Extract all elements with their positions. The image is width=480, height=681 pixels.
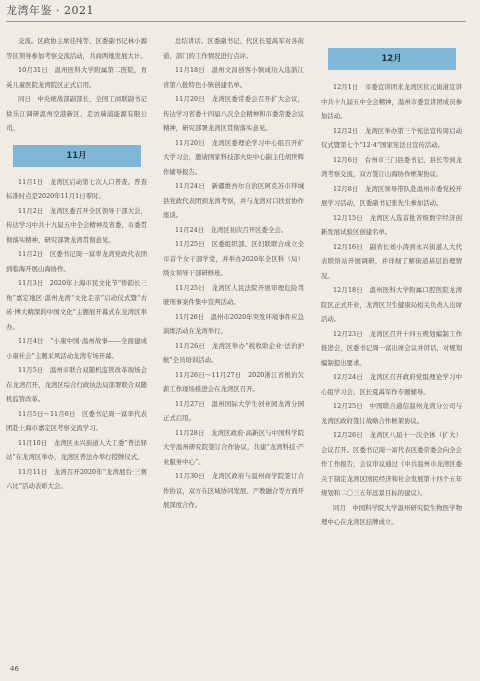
chronicle-entry: 12月8日 龙湾区领导带队赴温州市委党校开展学习活动，区委副书记张先生参加活动。 <box>321 184 462 207</box>
chronicle-entry: 11月20日 龙湾区委理论学习中心组召开扩大学习会，邀请国家科技部火炬中心副主任胡世辉作辅导报告。 <box>163 138 304 176</box>
chronicle-entry: 11月24日 新疆维吾尔自治区阿克苏市拜城县党政代表团到龙湾考察，并与龙湾对口扶贫协作座谈。 <box>163 182 304 219</box>
chronicle-entry: 12月15日 龙湾区人选首批省级数字经济创新发展试验区创建名单。 <box>321 213 462 236</box>
page-number: 46 <box>10 665 19 673</box>
chronicle-entry: 11月26日 温州市2020年突发环境事件应急演练活动在龙湾举行。 <box>163 312 304 335</box>
column-left <box>6 34 147 494</box>
chronicle-entry: 11月28日 龙湾区政府·高新区与中国科学院大学温州研究院签订合作协议，共建“龙湾科技·产业服务中心”。 <box>163 428 304 466</box>
chronicle-entry: 同月 中国科学院大学温州研究院生物医学物理中心在龙湾区挂牌成立。 <box>321 503 462 526</box>
chronicle-entry: 12月2日 龙湾区举办第三个宪法宣传周启动仪式暨第七个“12·4”国家宪法日宣传活动。 <box>321 126 462 149</box>
month-heading-november: 11月 <box>13 145 141 167</box>
header-rule <box>6 21 466 22</box>
chronicle-entry: 11月20日 龙湾区委常委会召开扩大会议，传达学习省委十四届八次全会精神和市委常委会议精神，研究部署龙湾区贯彻落实意见。 <box>163 95 304 132</box>
chronicle-entry: 12月18日 温州医科大学附属口腔医院龙湾院区正式开业，龙湾区卫生健康局相关负责人出席活动。 <box>321 286 462 323</box>
chronicle-entry: 12月6日 台州市三门县委书记、县长等到龙湾考察交流，双方签订山海协作框架协议。 <box>321 155 462 178</box>
chronicle-entry: 11月25日 龙湾区人民法院开展审理危险驾驶刑事案件集中宣判活动。 <box>163 283 304 306</box>
chronicle-entry: 11月4日 “小康中国·温州故事——全面建成小康社会”主题采风活动龙湾专场开幕。 <box>6 337 147 360</box>
chronicle-entry: 11月24日 龙湾区初次召开区委全会。 <box>175 225 288 234</box>
chronicle-entry: 11月18日 温州文昌创客小镇成功入选浙江省第八批特色小镇创建名单。 <box>163 66 304 89</box>
chronicle-entry: 11月10日 龙湾区永兴街道人大工委“普法驿站”在龙湾区举办，龙湾区普法办举行授牌仪式。 <box>6 438 147 461</box>
chronicle-entry: 11月30日 龙湾区政府与温州商学院签订合作协议，双方在区域协同发展、产教融合等方面开展深度合作。 <box>163 472 304 509</box>
chronicle-entry: 12月25日 中国联合通信温州龙湾分公司与龙湾区政府签订战略合作框架协议。 <box>321 402 462 425</box>
chronicle-entry: 11月3日 2020年上海市民文化节“侨韵长三角”嘉定地区·温州龙湾“文化走亲”启动仪式暨“古砖·博大精深的中国文化”主题展开幕式在龙湾区举办。 <box>6 279 147 331</box>
chronicle-entry: 11月2日 龙湾区委召开全区领导干部大会，传达学习中共十九届五中全会精神及省委、市委贯彻落实精神，研究部署龙湾贯彻意见。 <box>6 206 147 244</box>
month-heading-december: 12月 <box>328 48 456 70</box>
running-header: 龙湾年鉴 · 2021 <box>6 4 94 17</box>
chronicle-entry: 12月24日 龙湾区召开政府党组理论学习中心组学习会，区长夏禹军作专题辅导。 <box>321 373 462 396</box>
chronicle-entry: 11月25日 区委组织部、区妇联联合成立全市首个女干部学堂，并举办2020年全区科（局）级女领导干部研修班。 <box>163 240 304 277</box>
chronicle-entry: 交流。区政协主席佳纯等、区委副书记林小源等区领导参加考察交流活动，共商两地发展大计。 <box>6 37 147 60</box>
chronicle-entry: 12月1日 市委宣讲团来龙湾区状元街道宣讲中共十九届五中全会精神，温州市委宣讲团成员参加活动。 <box>321 83 462 120</box>
column-right <box>321 34 462 530</box>
chronicle-entry: 12月23日 龙湾区召开十四五规划编制工作推进会，区委书记周一富出席会议并讲话，对规划编制提出要求。 <box>321 329 462 367</box>
column-middle <box>163 34 304 513</box>
chronicle-entry: 11月1日 龙湾区启动第七次人口普查。普查标准时点是2020年11月1日零时。 <box>6 177 147 200</box>
chronicle-entry: 11月27日 温州国际大学生创业园龙湾分园正式启用。 <box>163 399 304 422</box>
chronicle-entry: 11月2日 区委书记周一富率龙湾党政代表团到临海开展山海协作。 <box>6 250 147 273</box>
chronicle-entry: 11月11日 龙湾召开2020年“龙湾展台·三赛六比”活动表彰大会。 <box>6 467 147 490</box>
chronicle-entry: 同日 中央统战部副部长、全国工商联副书记徐乐江调研温州空港新区、走访瑞浦能源有限公司。 <box>6 95 147 132</box>
chronicle-entry: 11月5日～11月6日 区委书记周一富率代表团赴上海市嘉定区考察交流学习。 <box>6 409 147 432</box>
chronicle-entry: 11月5日 温州市联合双随机监管改革现场会在龙湾召开，龙湾区综合行政执法局部署联合双随机监管改革。 <box>6 366 147 403</box>
chronicle-entry: 12月16日 副省长刘小涛到永兴街道人大代表联络站开展调研，并详细了解街道基层治理情况。 <box>321 242 462 280</box>
chronicle-entry: 11月26日～11月27日 2020浙江省根治欠薪工作现场推进会在龙湾区召开。 <box>163 370 304 393</box>
chronicle-entry: 总结讲话。区委副书记、代区长夏禹军对各街道、部门的工作情况进行点评。 <box>163 37 304 60</box>
chronicle-entry: 10月31日 温州医科大学附属第二医院，育英儿童医院龙湾院区正式启用。 <box>6 66 147 89</box>
chronicle-entry: 12月26日 龙湾区八届十一次全体（扩大）会议召开。区委书记周一富代表区委常委会向全会作工作报告，会议审议通过《中共温州市龙湾区委关于制定龙湾区国民经济和社会发展第十四个五年规划和二〇三五年远景目标的建议》。 <box>321 431 462 497</box>
chronicle-entry: 11月26日 龙湾区举办“税收助企业·法治护航”全员培训活动。 <box>163 341 304 364</box>
